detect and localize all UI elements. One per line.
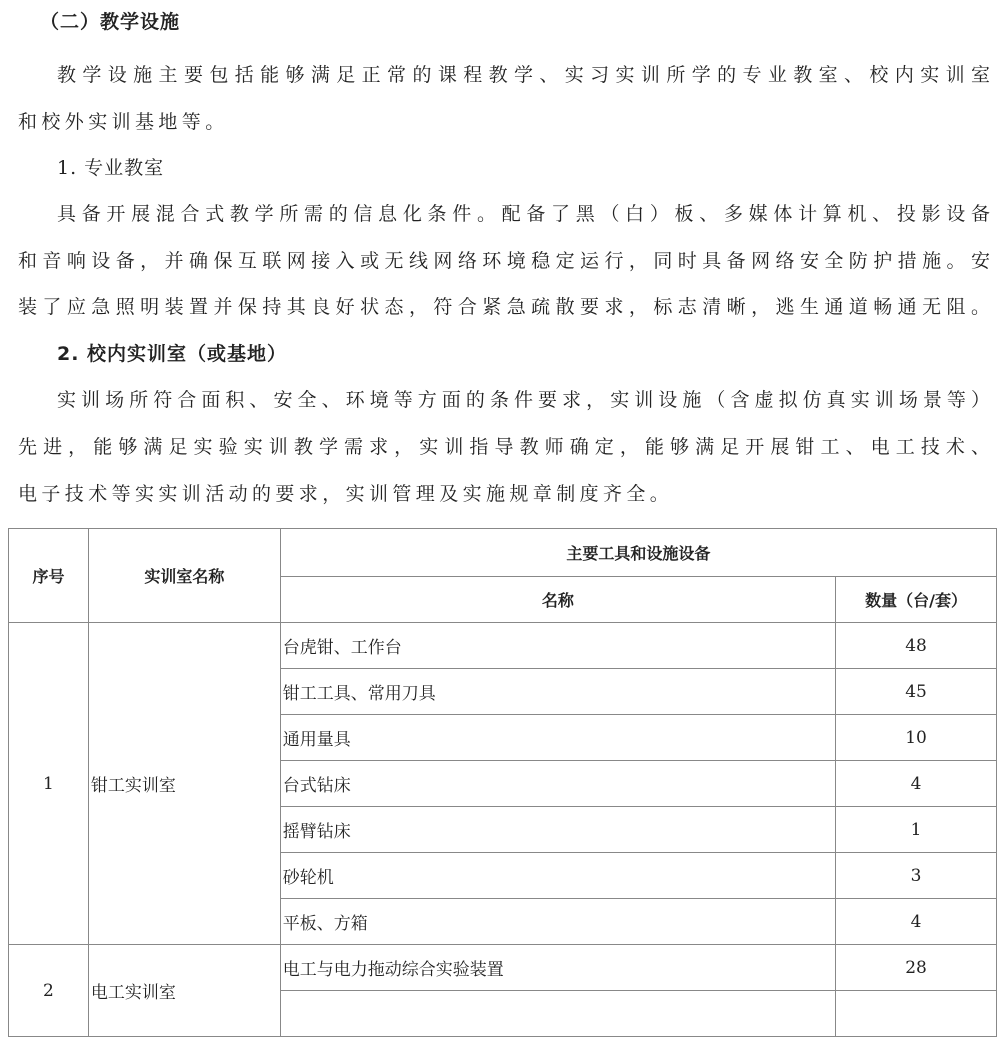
intro-line: 教学设施主要包括能够满足正常的课程教学、实习实训所学的专业教室、校内实训室 (57, 64, 990, 86)
item-qty: 4 (836, 899, 997, 945)
item-name: 钳工工具、常用刀具 (280, 669, 835, 715)
item-name: 平板、方箱 (280, 899, 835, 945)
item-name: 砂轮机 (280, 853, 835, 899)
item-qty: 1 (836, 807, 997, 853)
facilities-table (8, 528, 997, 1037)
sub1-line: 和音响设备，并确保互联网接入或无线网络环境稳定运行，同时具备网络安全防护措施。安 (18, 250, 990, 272)
sub1-title: 1. 专业教室 (57, 157, 165, 179)
header-name: 名称 (280, 577, 835, 623)
item-qty: 45 (836, 669, 997, 715)
sub1-line: 装了应急照明装置并保持其良好状态，符合紧急疏散要求，标志清晰，逃生通道畅通无阻。 (18, 296, 990, 318)
table-row (9, 623, 997, 669)
header-no: 序号 (9, 529, 89, 623)
header-group: 主要工具和设施设备 (280, 529, 996, 577)
row-room: 电工实训室 (88, 945, 280, 1037)
header-room: 实训室名称 (88, 529, 280, 623)
sub2-line: 电子技术等实实训活动的要求，实训管理及实施规章制度齐全。 (18, 483, 674, 505)
row-no: 2 (9, 945, 89, 1037)
item-name: 通用量具 (280, 715, 835, 761)
item-qty: 10 (836, 715, 997, 761)
item-name (280, 991, 835, 1037)
header-qty: 数量（台/套） (836, 577, 997, 623)
item-name: 台虎钳、工作台 (280, 623, 835, 669)
item-qty: 4 (836, 761, 997, 807)
sub1-line: 具备开展混合式教学所需的信息化条件。配备了黑（白）板、多媒体计算机、投影设备 (57, 203, 990, 225)
item-qty: 3 (836, 853, 997, 899)
item-qty (836, 991, 997, 1037)
section-title: （二）教学设施 (40, 11, 181, 33)
item-name: 摇臂钻床 (280, 807, 835, 853)
sub2-line: 先进，能够满足实验实训教学需求，实训指导教师确定，能够满足开展钳工、电工技术、 (18, 436, 990, 458)
row-no: 1 (9, 623, 89, 945)
item-qty: 28 (836, 945, 997, 991)
sub2-line: 实训场所符合面积、安全、环境等方面的条件要求，实训设施（含虚拟仿真实训场景等） (57, 389, 990, 411)
row-room: 钳工实训室 (88, 623, 280, 945)
item-name: 台式钻床 (280, 761, 835, 807)
intro-line: 和校外实训基地等。 (18, 111, 229, 133)
item-qty: 48 (836, 623, 997, 669)
sub2-title: 2. 校内实训室（或基地） (57, 343, 288, 365)
table-row (9, 945, 997, 991)
item-name: 电工与电力拖动综合实验装置 (280, 945, 835, 991)
